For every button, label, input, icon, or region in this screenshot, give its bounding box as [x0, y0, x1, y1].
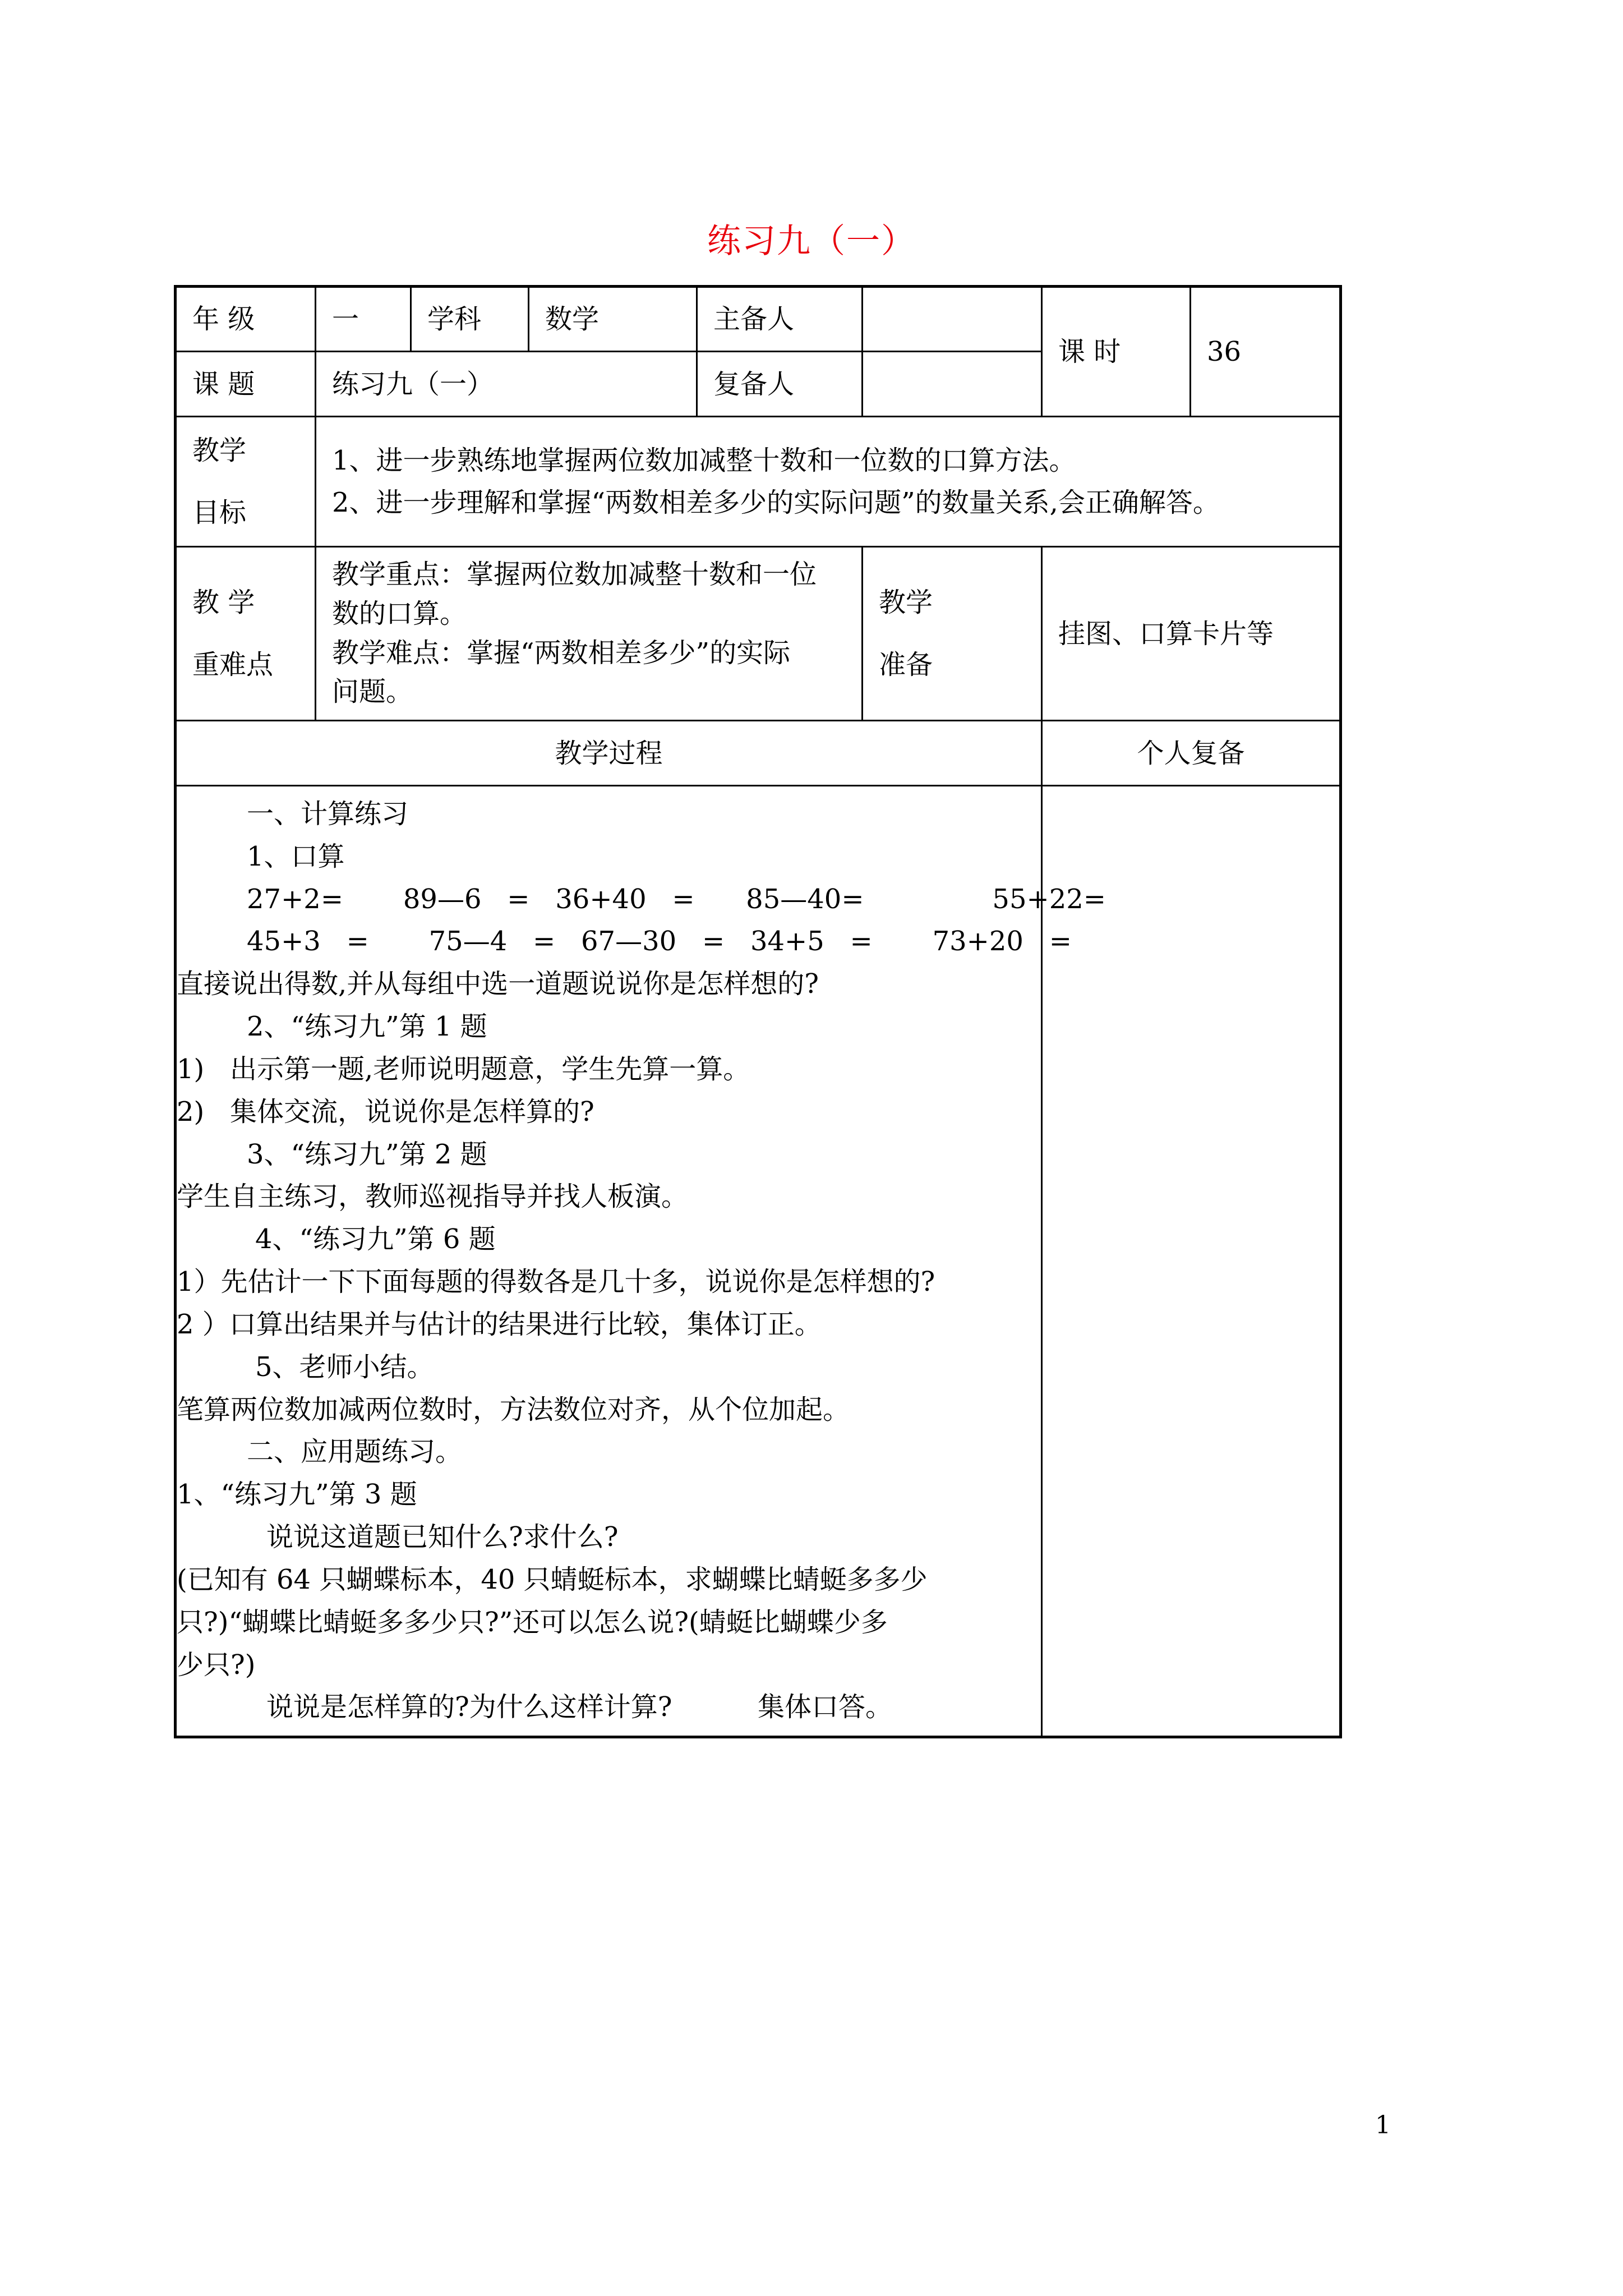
key-points-content [316, 547, 863, 721]
process-line: 1）先估计一下下面每题的得数各是几十多，说说你是怎样想的? [177, 1266, 935, 1298]
co-preparer-value [863, 352, 1042, 417]
page-title: 练习九（一） [707, 222, 916, 261]
main-preparer-value [863, 287, 1042, 352]
prep-label-line1: 教学 [879, 587, 933, 619]
process-line: 4、“练习九”第 6 题 [255, 1223, 496, 1255]
process-line: 说说这道题已知什么?求什么? [266, 1521, 619, 1553]
process-line: 少只?) [177, 1649, 256, 1681]
grade-label: 年 级 [176, 287, 316, 352]
goal-item: 1、进一步熟练地掌握两位数加减整十数和一位数的口算方法。 [332, 445, 1076, 477]
goals-label-line1: 教学 [192, 435, 247, 467]
topic-label: 课 题 [176, 352, 316, 417]
prep-label [863, 547, 1042, 721]
process-line: 1、口算 [247, 840, 345, 872]
process-content [176, 786, 1106, 1737]
key-point-line: 教学重点：掌握两位数加减整十数和一位 [332, 559, 817, 591]
topic-value: 练习九（一） [316, 352, 697, 417]
prep-value: 挂图、口算卡片等 [1042, 547, 1341, 721]
process-line: 45+3 = 75—4 = 67—30 = 34+5 = 73+20 = [247, 926, 1072, 958]
process-line: 学生自主练习，教师巡视指导并找人板演。 [177, 1181, 689, 1213]
process-line: 直接说出得数,并从每组中选一道题说说你是怎样想的? [177, 968, 819, 1000]
process-line: 只?)“蝴蝶比蜻蜓多多少只?”还可以怎么说?(蜻蜓比蝴蝶少多 [177, 1606, 888, 1638]
goals-label [176, 417, 316, 547]
process-line: 3、“练习九”第 2 题 [247, 1138, 487, 1170]
goals-content [316, 417, 1341, 547]
grade-value: 一 [316, 287, 411, 352]
process-line: 5、老师小结。 [255, 1351, 434, 1383]
period-label: 课 时 [1042, 287, 1191, 417]
process-line: 1) 出示第一题,老师说明题意，学生先算一算。 [177, 1053, 750, 1085]
process-line: (已知有 64 只蝴蝶标本，40 只蜻蜓标本，求蝴蝶比蜻蜓多多少 [177, 1563, 928, 1595]
period-value: 36 [1191, 287, 1341, 417]
process-line: 二、应用题练习。 [247, 1436, 463, 1468]
process-line: 一、计算练习 [247, 798, 409, 830]
key-points-label-line2: 重难点 [192, 648, 274, 680]
process-line: 2) 集体交流，说说你是怎样算的? [177, 1096, 594, 1128]
process-header: 教学过程 [176, 721, 1042, 786]
process-line: 2、“练习九”第 1 题 [247, 1011, 487, 1043]
key-point-line: 数的口算。 [332, 597, 467, 629]
key-points-label-line1: 教 学 [192, 587, 255, 619]
lesson-plan-table [174, 285, 1342, 1738]
main-preparer-label: 主备人 [697, 287, 863, 352]
process-line: 笔算两位数加减两位数时，方法数位对齐，从个位加起。 [177, 1393, 850, 1425]
prep-label-line2: 准备 [879, 648, 933, 680]
subject-label: 学科 [411, 287, 529, 352]
goals-label-line2: 目标 [192, 496, 247, 528]
key-point-line: 教学难点：掌握“两数相差多少”的实际 [332, 637, 791, 669]
goal-item: 2、进一步理解和掌握“两数相差多少的实际问题”的数量关系,会正确解答。 [332, 486, 1220, 518]
process-line: 2 ）口算出结果并与估计的结果进行比较，集体订正。 [177, 1308, 822, 1340]
process-line: 说说是怎样算的?为什么这样计算? 集体口答。 [266, 1691, 893, 1723]
co-preparer-label: 复备人 [697, 352, 863, 417]
key-points-label [176, 547, 316, 721]
process-line: 1、“练习九”第 3 题 [177, 1479, 417, 1511]
key-point-line: 问题。 [332, 676, 413, 708]
personal-content [1042, 786, 1341, 1737]
page-number: 1 [1375, 2111, 1391, 2139]
personal-header: 个人复备 [1042, 721, 1341, 786]
subject-value: 数学 [529, 287, 697, 352]
process-line: 27+2= 89—6 = 36+40 = 85—40= 55+22= [247, 883, 1106, 915]
